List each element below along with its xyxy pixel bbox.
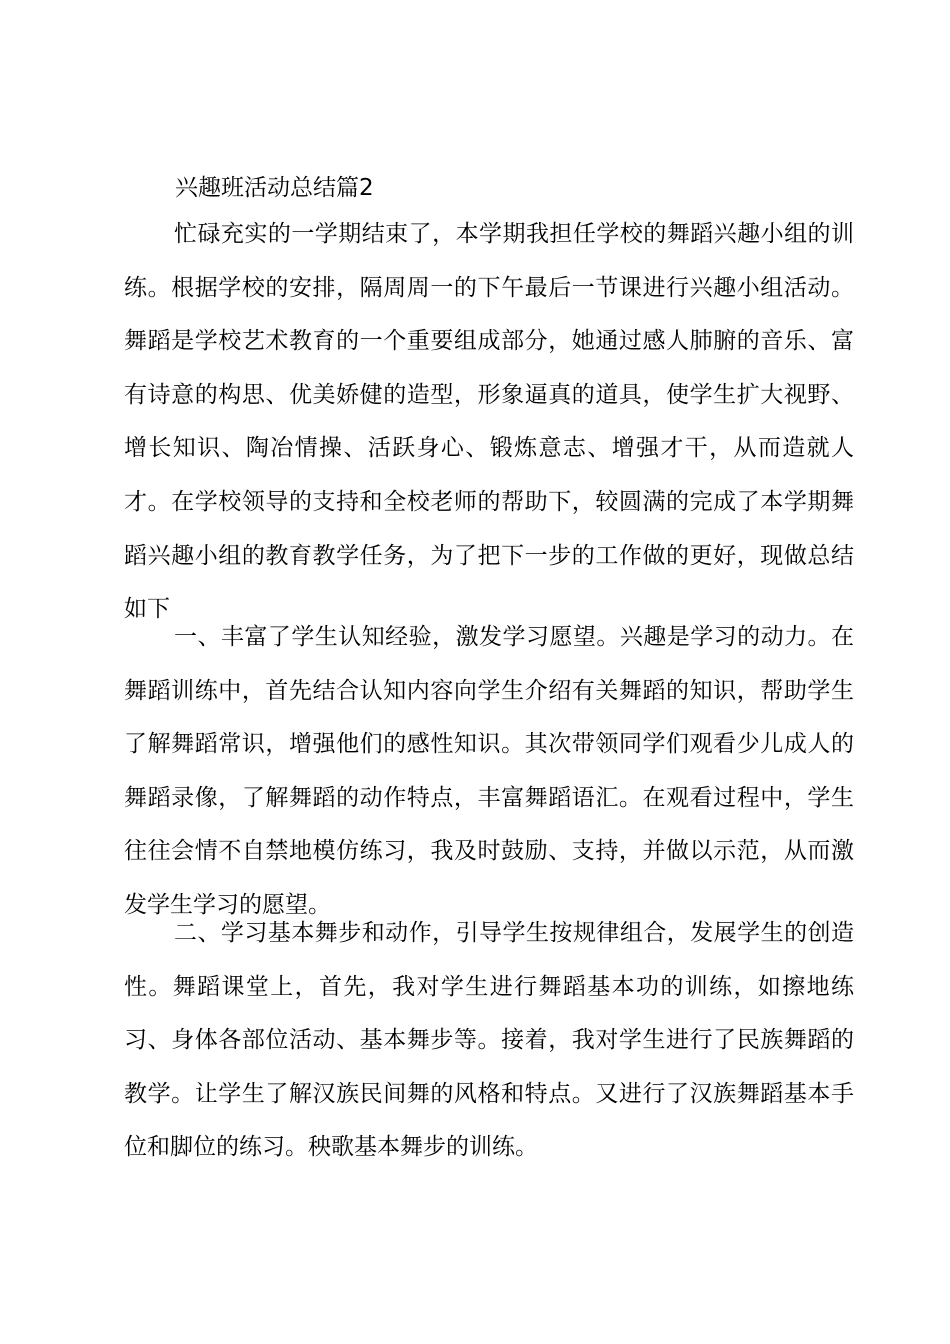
paragraph-section-two: 二、学习基本舞步和动作，引导学生按规律组合，发展学生的创造性。舞蹈课堂上，首先，我对学生进行舞蹈基本功的训练，如擦地练习、身体各部位活动、基本舞步等。接着，我对学生进行了民族舞蹈的教学。让学生了解汉族民间舞的风格和特点。又进行了汉族舞蹈基本手位和脚位的练习。秧歌基本舞步的训练。 — [124, 920, 854, 1161]
paragraph-section-one: 一、丰富了学生认知经验，激发学习愿望。兴趣是学习的动力。在舞蹈训练中，首先结合认知内容向学生介绍有关舞蹈的知识，帮助学生了解舞蹈常识，增强他们的感性知识。其次带领同学们观看少儿成人的舞蹈录像，了解舞蹈的动作特点，丰富舞蹈语汇。在观看过程中，学生往往会情不自禁地模仿练习，我及时鼓励、支持，并做以示范，从而激发学生学习的愿望。 — [124, 624, 854, 918]
paragraph-intro: 忙碌充实的一学期结束了，本学期我担任学校的舞蹈兴趣小组的训练。根据学校的安排，隔周周一的下午最后一节课进行兴趣小组活动。舞蹈是学校艺术教育的一个重要组成部分，她通过感人肺腑的音乐、富有诗意的构思、优美娇健的造型，形象逼真的道具，使学生扩大视野、增长知识、陶冶情操、活跃身心、锻炼意志、增强才干，从而造就人才。在学校领导的支持和全校老师的帮助下，较圆满的完成了本学期舞蹈兴趣小组的教育教学任务，为了把下一步的工作做的更好，现做总结如下 — [124, 221, 854, 623]
document-title: 兴趣班活动总结篇2 — [175, 175, 374, 201]
